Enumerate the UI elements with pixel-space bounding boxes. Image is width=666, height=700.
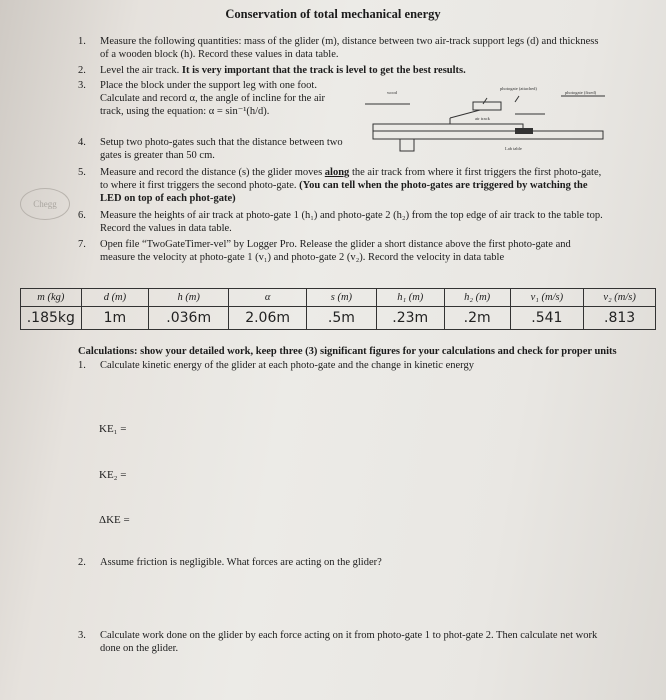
step-5-emphasis: (You can tell when the photo-gates are triggered by watching the LED on top of each phot-gate): [100, 180, 588, 204]
calculations-header: Calculations: show your detailed work, keep three (3) significant figures for your calculations and check for proper units: [78, 346, 617, 357]
step-1-text: Measure the following quantities: mass of the glider (m), distance between two air-track support legs (d) and thickness of a wooden block (h). Record these values in data table.: [100, 36, 599, 60]
step-6-text: Measure the heights of air track at photo-gate 1 (h₁) and photo-gate 2 (h₂) from the top edge of air track to the table top. Record the values in data table.: [100, 210, 603, 234]
step-3-text: Place the block under the support leg with one foot. Calculate and record α, the angle of incline for the air track, using the equation: α = sin⁻¹(h/d).: [100, 80, 326, 117]
figure-label-wood: wood: [387, 90, 397, 95]
col-header: m (kg): [21, 289, 82, 307]
figure-label-gate2: photogate (fixed): [565, 90, 597, 95]
table-cell: .185kg: [21, 307, 82, 330]
air-track-diagram: [365, 84, 610, 154]
col-header: v₂ (m/s): [584, 289, 656, 307]
question-3-text: Calculate work done on the glider by each force acting on it from photo-gate 1 to phot-gate 2. Then calculate net work done on the glider.: [100, 630, 598, 654]
figure-label-table: Lab table: [505, 146, 522, 151]
ke2-label: KE₂ =: [99, 469, 127, 481]
table-cell: .23m: [376, 307, 444, 330]
step-4-text: Setup two photo-gates such that the distance between two gates is greater than 50 cm.: [100, 137, 343, 161]
data-table: [20, 288, 656, 330]
col-header: α: [229, 289, 307, 307]
table-cell: .813: [584, 307, 656, 330]
table-cell: .5m: [307, 307, 377, 330]
step-2-text: Level the air track.: [100, 65, 182, 76]
col-header: d (m): [81, 289, 149, 307]
col-header: h (m): [149, 289, 229, 307]
document-page: Conservation of total mechanical energy 1. Measure the following quantities: mass of the glider (m), distance between two air-track support legs (d) and thickness of a wooden block (h). Record these values in data table. 2. Level the air track. It is very important that the track is level to get the best results. 3. Place the block under the support leg with one foot. Calculate and record α, the angle of incline for the air track, using the equation: α = sin⁻¹(h/d). 4. Setup two photo-gates such that the distance between two gates is greater than 50 cm. wood photogate (attached) photogate (fixed) air track Lab table 5. Measure and record the distance (s) the glider moves along the air track from where it first triggers the first photo-gate, to where it first triggers the second photo-gate. (You can tell when the photo-gates are triggered by watching the LED on top of each phot-gate) 6. Measure the heights of air track at photo-gate 1 (h₁) and photo-gate 2 (h₂) from the top edge of air track to the table top. Record the values in data table. 7. Open file “TwoGateTimer-vel” by Logger Pro. Release the glider a short distance above the first photo-gate and measure the velocity at photo-gate 1 (v₁) and photo-gate 2 (v₂). Record the velocity in data table m (kg) d (m) h (m) α s (m) h₁ (m) h₂ (m) v₁ (m/s) v₂ (m/s) .185kg 1m .036m 2.06m .5m .23m .2m .541 .813 Calculations: show your detailed work, keep three (3) significant figures for your calculations and check for proper units 1. Calculate kinetic energy of the glider at each photo-gate and the change in kinetic energy KE₁ = KE₂ = ΔKE = 2. Assume friction is negligible. What forces are acting on the glider? 3. Calculate work done on the glider by each force acting on it from photo-gate 1 to phot-gate 2. Then calculate net work done on the glider. Chegg: [0, 0, 666, 700]
question-1-text: Calculate kinetic energy of the glider at each photo-gate and the change in kinetic energy: [100, 360, 474, 371]
table-cell: .036m: [149, 307, 229, 330]
figure-label-track: air track: [475, 116, 490, 121]
step-2-emphasis: It is very important that the track is level to get the best results.: [181, 65, 466, 76]
step-5-along: along: [324, 167, 350, 178]
table-cell: .541: [510, 307, 584, 330]
step-5-text-2: the air track from where it first triggers the first photo-gate, to where it first triggers the second photo-gate.: [100, 167, 602, 191]
question-2-text: Assume friction is negligible. What forces are acting on the glider?: [100, 557, 382, 568]
calculations-section: Calculations: show your detailed work, keep three (3) significant figures for your calculations and check for proper units 1. Calculate kinetic energy of the glider at each photo-gate and the change in kinetic energy: [78, 346, 617, 371]
col-header: h₂ (m): [444, 289, 510, 307]
table-cell: 2.06m: [229, 307, 307, 330]
col-header: v₁ (m/s): [510, 289, 584, 307]
table-row: [21, 307, 656, 330]
table-cell: 1m: [81, 307, 149, 330]
table-cell: .2m: [444, 307, 510, 330]
page-title: Conservation of total mechanical energy: [225, 7, 441, 21]
col-header: h₁ (m): [376, 289, 444, 307]
figure-label-gate1: photogate (attached): [500, 86, 537, 91]
col-header: s (m): [307, 289, 377, 307]
step-5-text: Measure and record the distance (s) the glider moves: [100, 167, 325, 178]
table-header-row: [21, 289, 656, 307]
watermark-logo: Chegg: [20, 188, 70, 220]
ke1-label: KE₁ =: [99, 423, 127, 435]
delta-ke-label: ΔKE =: [99, 514, 130, 526]
step-7-text: Open file “TwoGateTimer-vel” by Logger Pro. Release the glider a short distance above the first photo-gate and measure the velocity at photo-gate 1 (v₁) and photo-gate 2 (v₂). Record the velocity in data table: [100, 239, 571, 263]
